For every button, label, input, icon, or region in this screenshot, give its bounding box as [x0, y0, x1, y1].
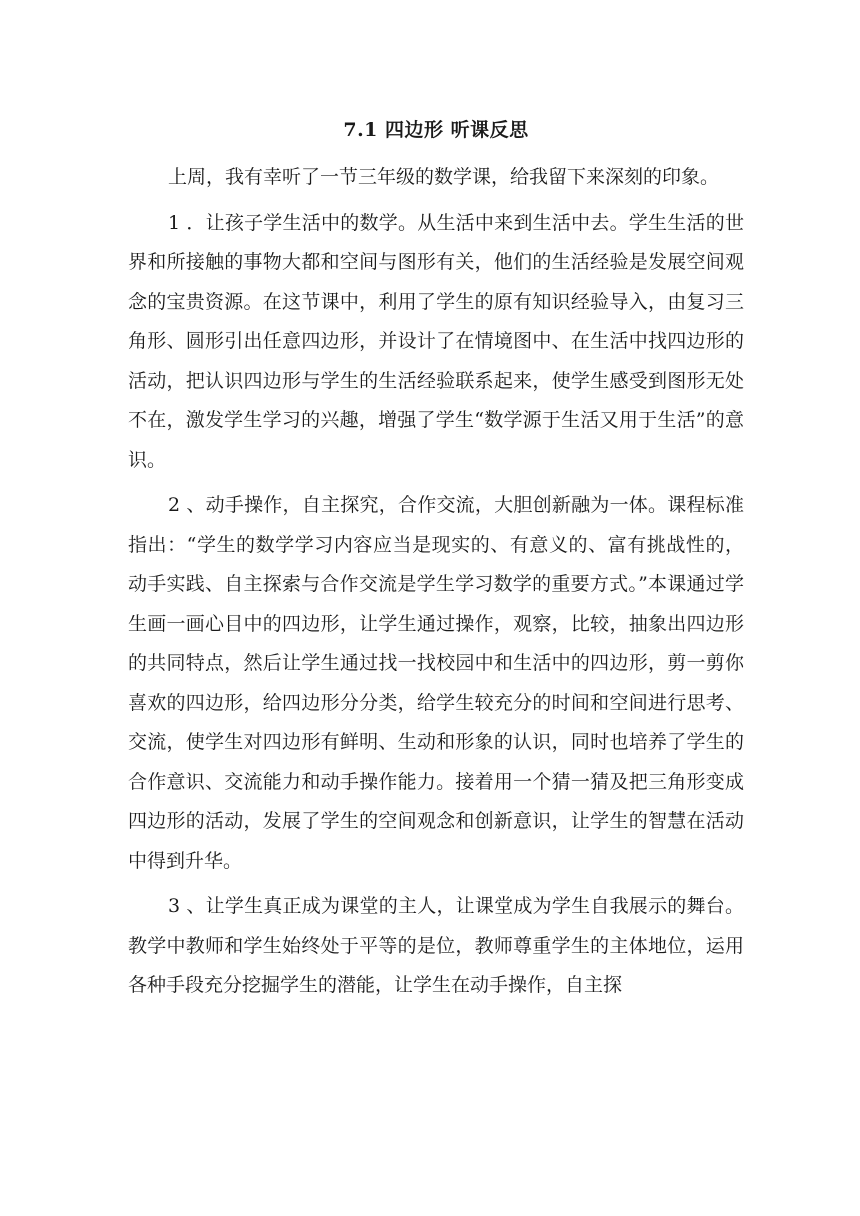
document-title: 7.1 四边形 听课反思 — [343, 119, 529, 141]
paragraph-point-1: 1 ．让孩子学生活中的数学。从生活中来到生活中去。学生生活的世界和所接触的事物大都和空间与图形有关，他们的生活经验是发展空间观念的宝贵资源。在这节课中，利用了学生的原有知识经验导入，由复习三角形、圆形引出任意四边形，并设计了在情境图中、在生活中找四边形的活动，把认识四边形与学生的生活经验联系起来，使学生感受到图形无处不在，激发学生学习的兴趣，增强了学生“数学源于生活又用于生活”的意识。 — [128, 211, 744, 471]
paragraph-point-2: 2 、动手操作，自主探究，合作交流，大胆创新融为一体。课程标准指出：“学生的数学学习内容应当是现实的、有意义的、富有挑战性的，动手实践、自主探索与合作交流是学生学习数学的重要方式。”本课通过学生画一画心目中的四边形，让学生通过操作，观察，比较，抽象出四边形的共同特点，然后让学生通过找一找校园中和生活中的四边形，剪一剪你喜欢的四边形，给四边形分分类，给学生较充分的时间和空间进行思考、交流，使学生对四边形有鲜明、生动和形象的认识，同时也培养了学生的合作意识、交流能力和动手操作能力。接着用一个猜一猜及把三角形变成四边形的活动，发展了学生的空间观念和创新意识，让学生的智慧在活动中得到升华。 — [128, 494, 744, 872]
paragraph-intro: 上周，我有幸听了一节三年级的数学课，给我留下来深刻的印象。 — [168, 166, 720, 188]
paragraph-point-3: 3 、让学生真正成为课堂的主人，让课堂成为学生自我展示的舞台。教学中教师和学生始终处于平等的是位，教师尊重学生的主体地位，运用各种手段充分挖掘学生的潜能，让学生在动手操作，自主探 — [128, 895, 744, 996]
document-body — [128, 112, 744, 1006]
